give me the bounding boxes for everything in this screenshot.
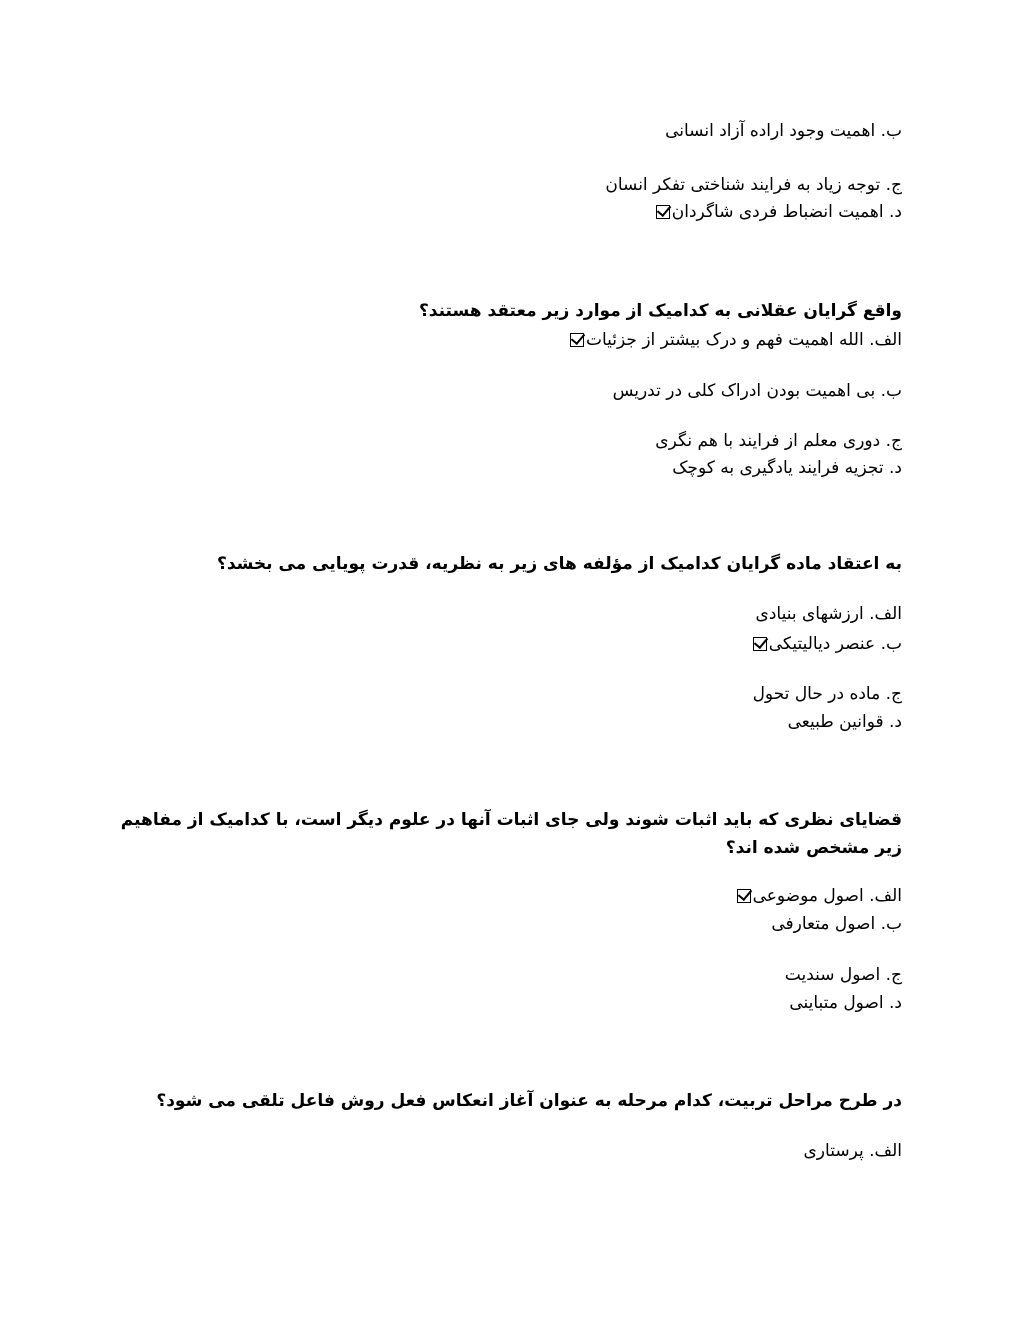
option-d: د. قوانین طبیعی	[787, 712, 902, 732]
option-j: ج. توجه زیاد به فرایند شناختی تفکر انسان	[605, 175, 902, 195]
checkbox-checked-icon	[753, 637, 767, 651]
checkbox-checked-icon	[570, 333, 584, 347]
checkbox-checked-icon	[737, 889, 751, 903]
question-4: قضایای نظری که باید اثبات شوند ولی جای اثبات آنها در علوم دیگر است، با کدامیک از مفاهیم زیر مشخص شده اند؟	[120, 810, 902, 858]
question-3: به اعتقاد ماده گرایان کدامیک از مؤلفه های زیر به نظریه، قدرت پویایی می بخشد؟	[216, 554, 902, 574]
question-2: واقع گرایان عقلانی به کدامیک از موارد زیر معتقد هستند؟	[418, 301, 902, 321]
question-5: در طرح مراحل تربیت، کدام مرحله به عنوان آغاز انعکاس فعل روش فاعل تلقی می شود؟	[156, 1091, 902, 1111]
option-alef: الف. پرستاری	[803, 1141, 902, 1161]
option-d: د. تجزیه فرایند یادگیری به کوچک	[672, 458, 902, 478]
option-alef: الف. الله اهمیت فهم و درک بیشتر از جزئیات	[142, 327, 902, 353]
option-b: ب. بی اهمیت بودن ادراک کلی در تدریس	[612, 381, 902, 401]
option-alef: الف. ارزشهای بنیادی	[755, 604, 902, 624]
option-d: د. اصول متباینی	[789, 993, 902, 1013]
option-j: ج. اصول سندیت	[784, 965, 902, 985]
option-b: ب. عنصر دیالیتیکی	[142, 631, 902, 657]
checkbox-checked-icon	[656, 205, 670, 219]
option-d: د. اهمیت انضباط فردی شاگردان	[142, 199, 902, 225]
option-j: ج. دوری معلم از فرایند با هم نگری	[655, 431, 902, 451]
option-alef: الف. اصول موضوعی	[142, 883, 902, 909]
option-b: ب. اصول متعارفی	[771, 914, 902, 934]
option-j: ج. ماده در حال تحول	[752, 684, 902, 704]
option-b: ب. اهمیت وجود اراده آزاد انسانی	[665, 121, 902, 141]
